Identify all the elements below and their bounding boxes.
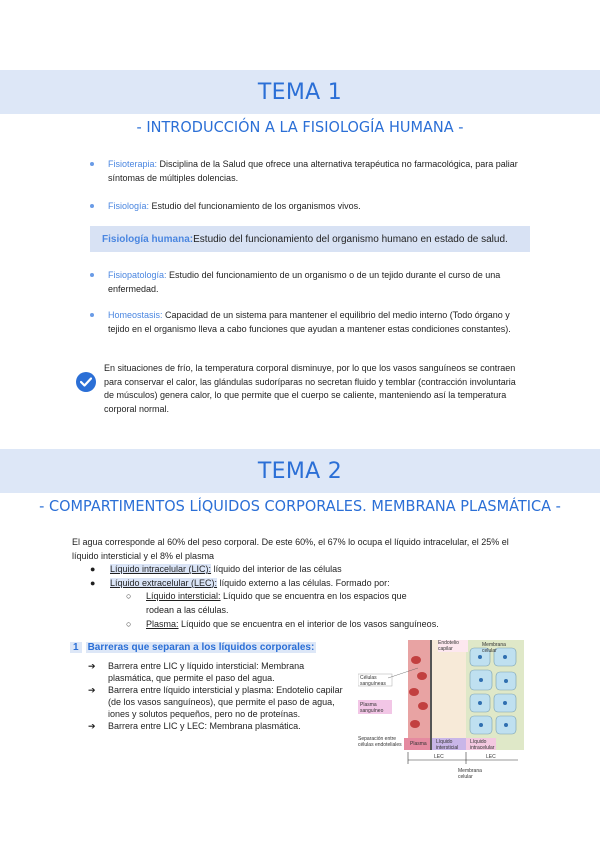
tema2-title: TEMA 2	[257, 458, 343, 484]
item-lec	[90, 577, 520, 591]
term-fisiopatologia: Fisiopatología:	[108, 270, 167, 280]
check-circle-icon	[76, 372, 96, 392]
def-fisiologia-humana: Estudio del funcionamiento del organismo humano en estado de salud.	[193, 233, 508, 245]
def-intersticial: Líquido que se encuentra en los espacios que rodean a las células.	[146, 591, 407, 615]
barrera-text: Barrera entre LIC y LEC: Membrana plasmática.	[108, 721, 301, 731]
def-lic: líquido del interior de las células	[211, 564, 342, 574]
def-fisiologia: Estudio del funcionamiento de los organismos vivos.	[149, 201, 361, 211]
def-plasma: Líquido que se encuentra en el interior de los vasos sanguíneos.	[178, 619, 439, 629]
label-lec-1: LEC	[434, 754, 444, 760]
barrera-item	[88, 684, 350, 720]
bullet-dot	[90, 273, 94, 277]
barrera-item	[88, 660, 350, 684]
arrow-right-icon: ➔	[88, 685, 96, 695]
highlight-fisiologia-humana	[90, 226, 530, 252]
item-intersticial	[90, 590, 436, 617]
term-homeostasis: Homeostasis:	[108, 310, 163, 320]
term-intersticial: Líquido intersticial:	[146, 591, 221, 601]
item-lic	[90, 563, 520, 577]
bullet-fisioterapia	[88, 157, 528, 185]
tema1-bullets	[88, 157, 528, 213]
bullet-homeostasis	[88, 308, 528, 336]
tema1-subtitle: - INTRODUCCIÓN A LA FISIOLOGÍA HUMANA -	[136, 119, 464, 137]
term-fisioterapia: Fisioterapia:	[108, 159, 158, 169]
section-title: Barreras que separan a los líquidos corporales:	[87, 642, 315, 653]
bullet-dot	[90, 204, 94, 208]
compartments-illustration	[358, 640, 524, 790]
label-membrana-top: Membrana celular	[482, 642, 506, 654]
item-plasma	[90, 618, 520, 632]
term-fisiologia: Fisiología:	[108, 201, 150, 211]
label-liquido-intracelular: Líquido intracelular	[470, 739, 495, 751]
tema2-subtitle: - COMPARTIMENTOS LÍQUIDOS CORPORALES. MEMBRANA PLASMÁTICA -	[39, 498, 561, 516]
tema1-bullets-2	[88, 268, 528, 336]
section-barreras-title	[70, 642, 316, 653]
bullet-dot	[90, 313, 94, 317]
circle-bullet: ○	[126, 591, 132, 601]
tema2-intro: El agua corresponde al 60% del peso corporal. De este 60%, el 67% lo ocupa el líquido intracelular, el 25% el líquido intersticial y el 8% el plasma	[72, 537, 509, 561]
bullet-dot: ●	[90, 564, 96, 574]
bullet-dot: ●	[90, 577, 96, 588]
barrera-text: Barrera entre LIC y líquido intersticial: Membrana plasmática, que permite el paso del agua.	[108, 661, 305, 683]
section-number: 1	[70, 642, 82, 653]
barreras-list	[88, 660, 350, 732]
label-plasma: Plasma	[410, 741, 427, 747]
tema1-title: TEMA 1	[257, 79, 343, 105]
def-homeostasis: Capacidad de un sistema para mantener el equilibrio del medio interno (Todo órgano y tejido en el organismo lleva a cabo funciones que ayudan a mantener estas condiciones constantes).	[108, 310, 511, 334]
label-celulas: Células sanguíneas	[360, 675, 386, 687]
bullet-fisiopatologia	[88, 268, 528, 296]
label-separacion: Separación entre células endoteliales	[358, 736, 402, 748]
def-fisiopatologia: Estudio del funcionamiento de un organismo o de un tejido durante el curso de una enfermedad.	[108, 270, 501, 294]
label-endotelio: Endotelio capilar	[438, 640, 468, 652]
homeostasis-example: En situaciones de frío, la temperatura corporal disminuye, por lo que los vasos sanguíneos se contraen para conservar el calor, las glándulas sudoríparas no secretan fluido y temblar (contracción involuntaria de músculos) genera calor, lo que permite que el cuerpo se caliente, manteniendo así la temperatura corporal normal.	[104, 363, 516, 414]
label-lec-2: LEC	[486, 754, 496, 760]
label-liquido-intersticial: Líquido intersticial	[436, 739, 459, 751]
term-fisiologia-humana: Fisiología humana:	[102, 233, 194, 245]
barrera-item	[88, 720, 350, 732]
def-fisioterapia: Disciplina de la Salud que ofrece una alternativa terapéutica no farmacológica, para paliar síntomas de múltiples dolencias.	[108, 159, 518, 183]
term-plasma: Plasma:	[146, 619, 179, 629]
bullet-dot	[90, 162, 94, 166]
liquidos-list	[90, 563, 520, 632]
label-membrana-bottom: Membrana celular	[458, 768, 482, 780]
barrera-text: Barrera entre líquido intersticial y plasma: Endotelio capilar (de los vasos sanguíneos), que permite el paso de agua, iones y solutos pequeños, pero no de proteínas.	[108, 685, 343, 719]
bullet-fisiologia	[88, 199, 528, 213]
label-plasma-box: Plasma sanguíneo	[360, 702, 384, 714]
tema1-header	[0, 70, 600, 114]
def-lec: líquido externo a las células. Formado por:	[217, 577, 390, 588]
arrow-right-icon: ➔	[88, 721, 96, 731]
arrow-right-icon: ➔	[88, 661, 96, 671]
term-lec: Líquido extracelular (LEC):	[110, 577, 218, 588]
term-lic: Líquido intracelular (LIC):	[110, 564, 212, 574]
tema2-header	[0, 449, 600, 493]
compartments-figure	[358, 640, 524, 790]
circle-bullet: ○	[126, 619, 132, 629]
